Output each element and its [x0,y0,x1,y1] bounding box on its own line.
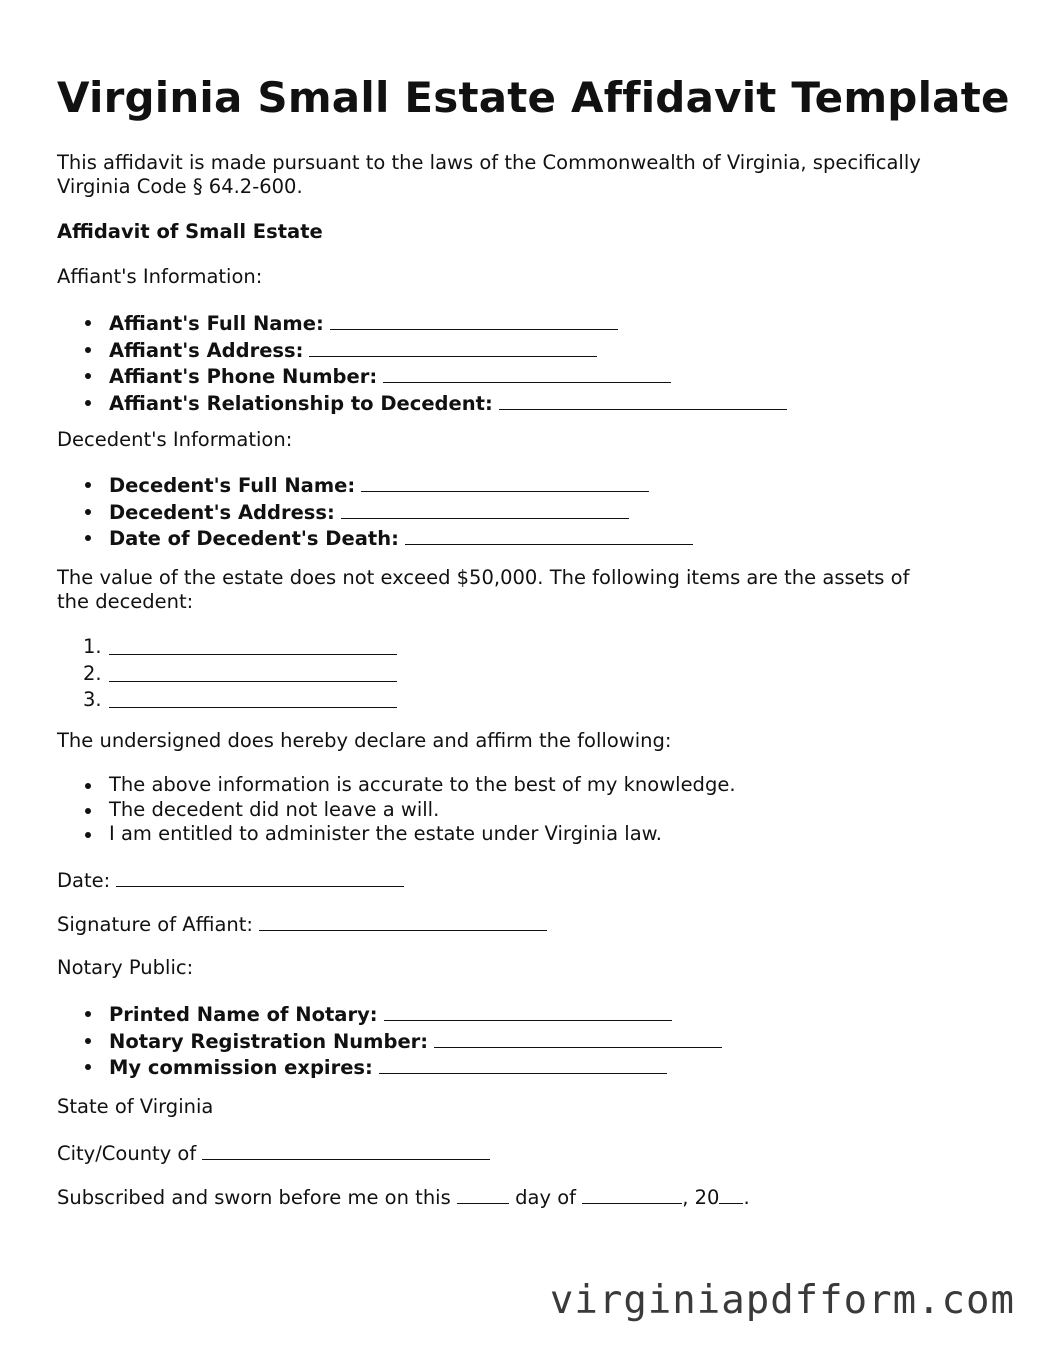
blank-line[interactable] [109,662,397,682]
notary-fields-list [57,1001,722,1081]
estate-line-2: the decedent: [57,590,194,613]
decedent-address-field[interactable]: Decedent's Address: [57,499,693,526]
blank-line[interactable] [202,1140,490,1160]
estate-line-1: The value of the estate does not exceed $50,000. The following items are the assets of [57,566,910,589]
blank-line[interactable] [259,911,547,931]
city-county-field[interactable]: City/County of [57,1140,490,1167]
blank-line[interactable] [361,472,649,492]
notary-registration-field[interactable]: Notary Registration Number: [57,1028,722,1055]
declaration-item: I am entitled to administer the estate under Virginia law. [57,822,736,847]
year-blank[interactable] [719,1184,743,1204]
notary-commission-field[interactable]: My commission expires: [57,1054,722,1081]
blank-line[interactable] [309,337,597,357]
notary-label: Notary Public: [57,956,194,979]
asset-item[interactable]: 1. [57,635,397,662]
watermark: virginiapdfform.com [549,1278,1015,1323]
blank-line[interactable] [383,363,671,383]
state-line: State of Virginia [57,1095,214,1118]
blank-line[interactable] [379,1054,667,1074]
date-field[interactable]: Date: [57,867,404,894]
decedent-name-field[interactable]: Decedent's Full Name: [57,472,693,499]
blank-line[interactable] [109,688,397,708]
decedent-death-date-field[interactable]: Date of Decedent's Death: [57,525,693,552]
declarations-list [57,773,736,847]
signature-field[interactable]: Signature of Affiant: [57,911,547,938]
blank-line[interactable] [405,525,693,545]
assets-list [57,635,397,715]
blank-line[interactable] [434,1028,722,1048]
declare-intro: The undersigned does hereby declare and affirm the following: [57,729,672,752]
section-heading: Affidavit of Small Estate [57,220,323,243]
declaration-item: The above information is accurate to the best of my knowledge. [57,773,736,798]
affiant-relationship-field[interactable]: Affiant's Relationship to Decedent: [57,390,787,417]
page-title: Virginia Small Estate Affidavit Template [57,73,1010,122]
blank-line[interactable] [499,390,787,410]
affiant-name-field[interactable]: Affiant's Full Name: [57,310,787,337]
notary-name-field[interactable]: Printed Name of Notary: [57,1001,722,1028]
blank-line[interactable] [341,499,629,519]
month-blank[interactable] [582,1184,682,1204]
declaration-item: The decedent did not leave a will. [57,798,736,823]
sworn-line: Subscribed and sworn before me on this day of , 20 . [57,1186,750,1209]
asset-item[interactable]: 2. [57,662,397,689]
day-blank[interactable] [457,1184,509,1204]
blank-line[interactable] [116,867,404,887]
intro-line-1: This affidavit is made pursuant to the laws of the Commonwealth of Virginia, specifically [57,151,921,174]
blank-line[interactable] [109,635,397,655]
decedent-info-label: Decedent's Information: [57,428,293,451]
decedent-fields-list [57,472,693,552]
intro-line-2: Virginia Code § 64.2-600. [57,175,303,198]
blank-line[interactable] [384,1001,672,1021]
affiant-fields-list [57,310,787,416]
affiant-phone-field[interactable]: Affiant's Phone Number: [57,363,787,390]
asset-item[interactable]: 3. [57,688,397,715]
affiant-info-label: Affiant's Information: [57,265,263,288]
blank-line[interactable] [330,310,618,330]
affiant-address-field[interactable]: Affiant's Address: [57,337,787,364]
